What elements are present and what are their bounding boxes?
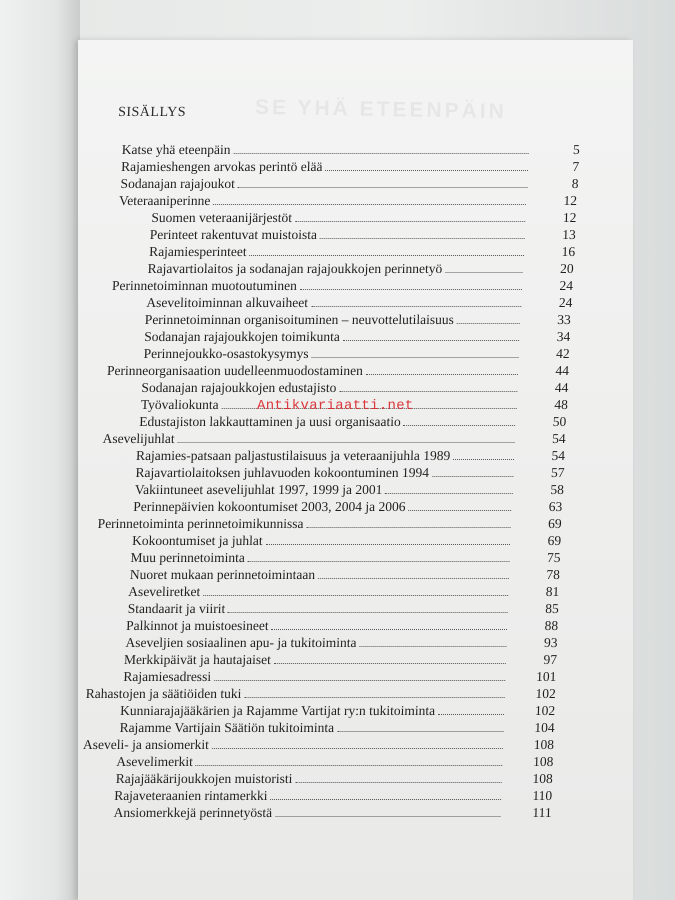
toc-page-number: 111 xyxy=(532,805,552,820)
toc-entry-label: Perinnetoiminta perinnetoimikunnissa xyxy=(97,516,304,531)
toc-entry-label: Rajavartiolaitos ja sodanajan rajajoukkojen perinnetyö xyxy=(147,261,443,276)
leader-dots xyxy=(271,618,507,630)
toc-page-number: 108 xyxy=(532,754,554,769)
toc-page-number: 101 xyxy=(535,669,557,684)
toc-entry-label: Vakiintuneet asevelijuhlat 1997, 1999 ja 2001 xyxy=(134,482,383,497)
toc-entry-label: Sodanajan rajajoukkojen edustajisto xyxy=(141,380,337,395)
toc-entry xyxy=(116,754,554,770)
leader-dots xyxy=(453,448,514,460)
toc-entry xyxy=(113,788,553,804)
leader-dots xyxy=(178,431,515,443)
toc-page-number: 88 xyxy=(544,618,559,633)
toc-entry-label: Standaarit ja viirit xyxy=(127,601,226,616)
toc-entry-label: Sodanajan rajajoukot xyxy=(120,176,236,191)
leader-dots xyxy=(244,686,505,698)
toc-entry xyxy=(128,584,560,600)
leader-dots xyxy=(295,210,526,222)
leader-dots xyxy=(265,533,510,545)
toc-page-number: 57 xyxy=(550,465,565,480)
toc-entry-label: Ansiomerkkejä perinnetyöstä xyxy=(113,805,273,820)
toc-page-number: 93 xyxy=(543,635,558,650)
toc-entry-label: Veteraaniperinne xyxy=(118,193,211,208)
toc-entry xyxy=(123,669,557,685)
toc-page-number: 16 xyxy=(561,244,576,259)
toc-entry-label: Katse yhä eteenpäin xyxy=(121,142,231,157)
toc-entry xyxy=(141,380,569,396)
leader-dots xyxy=(325,159,528,171)
toc-entry xyxy=(127,601,560,617)
toc-entry-label: Aseveli- ja ansiomerkit xyxy=(82,737,210,752)
toc-entry xyxy=(151,210,577,226)
toc-page-number: 12 xyxy=(562,210,577,225)
toc-entry-label: Edustajiston lakkauttaminen ja uusi organisaatio xyxy=(139,414,401,429)
leader-dots xyxy=(270,788,501,800)
toc-entry xyxy=(147,261,574,277)
toc-page-number: 110 xyxy=(532,788,553,803)
leader-dots xyxy=(404,414,516,426)
toc-page-number: 78 xyxy=(546,567,561,582)
toc-entry xyxy=(120,159,580,175)
toc-page-number: 58 xyxy=(550,482,565,497)
toc-entry-label: Työvaliokunta xyxy=(140,397,219,412)
toc-entry-label: Aseveliretket xyxy=(128,584,201,599)
toc-entry-label: Rajamiesperinteet xyxy=(148,244,247,259)
toc-entry-label: Rajavartiolaitoksen juhlavuoden kokoontuminen 1994 xyxy=(135,465,430,480)
toc-entry-label: Rajaveteraanien rintamerkki xyxy=(113,788,268,803)
toc-page-number: 50 xyxy=(552,414,567,429)
toc-entry xyxy=(119,703,556,719)
toc-entry-label: Perinnetoiminnan organisoituminen – neuvottelutilaisuus xyxy=(144,312,455,327)
toc-page-number: 24 xyxy=(558,295,573,310)
toc-entry xyxy=(131,533,562,549)
toc-page-number: 102 xyxy=(535,686,557,701)
toc-page-number: 75 xyxy=(546,550,561,565)
toc-page-number: 108 xyxy=(532,771,554,786)
leader-dots xyxy=(306,516,511,528)
toc-entry-label: Sodanajan rajajoukkojen toimikunta xyxy=(143,329,341,344)
toc-entry-label: Asevelijuhlat xyxy=(102,431,175,446)
toc-entry-label: Asevelimerkit xyxy=(116,754,194,769)
toc-page-number: 42 xyxy=(555,346,570,361)
toc-entry-label: Perinnetoiminnan muotoutuminen xyxy=(111,278,298,293)
toc-entry xyxy=(118,193,578,209)
toc-page-number: 5 xyxy=(572,142,581,157)
toc-entry xyxy=(97,516,562,532)
toc-entry xyxy=(144,312,572,328)
leader-dots xyxy=(337,720,504,732)
leader-dots xyxy=(274,652,506,664)
toc-entry xyxy=(111,278,574,294)
toc-entry-label: Perinteet rakentuvat muistoista xyxy=(149,227,318,242)
toc-page-number: 48 xyxy=(554,397,569,412)
leader-dots xyxy=(275,805,501,817)
toc-page-number: 12 xyxy=(563,193,578,208)
watermark: Antikvariaatti.net xyxy=(257,398,414,414)
leader-dots xyxy=(408,499,511,511)
toc-page-number: 97 xyxy=(543,652,558,667)
leader-dots xyxy=(228,601,508,613)
toc-entry xyxy=(106,363,570,379)
toc-entry xyxy=(135,465,565,481)
leader-dots xyxy=(385,482,513,494)
leader-dots xyxy=(457,312,520,324)
toc-page-number: 7 xyxy=(572,159,580,174)
leader-dots xyxy=(300,278,523,290)
toc-page-number: 44 xyxy=(554,380,569,395)
toc-page-number: 69 xyxy=(547,516,562,531)
leader-dots xyxy=(366,363,519,375)
toc-page-number: 44 xyxy=(555,363,570,378)
toc-entry-label: Asevelitoiminnan alkuvaiheet xyxy=(146,295,309,310)
toc-page-number: 54 xyxy=(551,431,566,446)
leader-dots xyxy=(196,754,503,766)
show-through-text: SE YHÄ ETEENPÄIN xyxy=(254,95,508,124)
leader-dots xyxy=(295,771,502,783)
leader-dots xyxy=(318,567,509,579)
toc-page-number: 13 xyxy=(562,227,577,242)
leader-dots xyxy=(320,227,525,239)
toc-entry xyxy=(102,431,566,447)
toc-entry xyxy=(139,414,567,430)
leader-dots xyxy=(343,329,520,341)
toc-page-number: 104 xyxy=(534,720,555,735)
toc-entry xyxy=(135,448,566,464)
leader-dots xyxy=(213,193,526,205)
toc-page-number: 63 xyxy=(548,499,563,514)
toc-page-number: 102 xyxy=(534,703,556,718)
toc-entry-label: Rajajääkärijoukkojen muistoristi xyxy=(115,771,293,786)
toc-entry-label: Kokoontumiset ja juhlat xyxy=(131,533,263,548)
leader-dots xyxy=(233,142,529,154)
toc-entry-label: Rajamies-patsaan paljastustilaisuus ja veteraanijuhla 1989 xyxy=(135,448,451,463)
toc-page-number: 69 xyxy=(547,533,562,548)
toc-entry-label: Rajamieshengen arvokas perintö elää xyxy=(120,159,323,174)
toc-entry xyxy=(146,295,573,311)
toc-entry-label: Perinneorganisaation uudelleenmuodostaminen xyxy=(106,363,364,378)
toc-entry xyxy=(149,227,577,243)
toc-entry xyxy=(123,652,558,668)
toc-page-number: 33 xyxy=(557,312,572,327)
leader-dots xyxy=(311,295,522,307)
toc-entry-label: Suomen veteraanijärjestöt xyxy=(151,210,293,225)
toc-page-number: 108 xyxy=(533,737,555,752)
leader-dots xyxy=(311,346,518,358)
toc-entry-label: Muu perinnetoiminta xyxy=(130,550,246,565)
toc-entry xyxy=(120,176,579,192)
leader-dots xyxy=(238,176,528,188)
toc-entry xyxy=(113,805,552,821)
toc-page-number: 24 xyxy=(559,278,574,293)
toc-entry xyxy=(148,244,576,260)
toc-entry-label: Perinnejoukko-osastokysymys xyxy=(143,346,309,361)
leader-dots xyxy=(250,244,525,256)
toc-entry xyxy=(121,142,581,158)
leader-dots xyxy=(438,703,504,715)
toc-page-number: 34 xyxy=(556,329,571,344)
toc-entry-label: Merkkipäivät ja hautajaiset xyxy=(123,652,272,667)
toc-page-number: 85 xyxy=(544,601,560,616)
toc-entry-label: Rajamme Vartijain Säätiön tukitoiminta xyxy=(119,720,335,735)
leader-dots xyxy=(445,261,523,273)
leader-dots xyxy=(432,465,514,477)
leader-dots xyxy=(214,669,506,681)
toc-entry xyxy=(85,686,557,702)
toc-entry xyxy=(134,482,565,498)
toc-entry xyxy=(119,720,555,736)
toc-entry xyxy=(130,550,561,566)
leader-dots xyxy=(248,550,510,562)
toc-entry-label: Rajamiesadressi xyxy=(123,669,212,684)
toc-entry-label: Aseveljien sosiaalinen apu- ja tukitoiminta xyxy=(125,635,357,650)
toc-entry xyxy=(125,635,558,651)
toc-entry-label: Nuoret mukaan perinnetoimintaan xyxy=(129,567,316,582)
toc-entry-label: Rahastojen ja säätiöiden tuki xyxy=(85,686,242,701)
toc-entry xyxy=(143,329,571,345)
toc-page-number: 81 xyxy=(545,584,560,599)
toc-entry xyxy=(125,618,559,634)
toc-page-number: 54 xyxy=(551,448,566,463)
toc-page-number: 8 xyxy=(571,176,579,191)
leader-dots xyxy=(212,737,503,749)
toc-entry-label: Palkinnot ja muistoesineet xyxy=(125,618,269,633)
leader-dots xyxy=(203,584,508,596)
toc-entry xyxy=(133,499,563,515)
toc-entry xyxy=(115,771,554,787)
toc-entry-label: Perinnepäivien kokoontumiset 2003, 2004 ja 2006 xyxy=(133,499,406,514)
toc-page-number: 20 xyxy=(559,261,574,276)
toc-heading: SISÄLLYS xyxy=(117,105,187,120)
toc-entry xyxy=(143,346,570,362)
toc-entry xyxy=(129,567,561,583)
toc-entry xyxy=(82,737,555,753)
leader-dots xyxy=(359,635,506,647)
leader-dots xyxy=(339,380,517,392)
toc-entry-label: Kunniarajajääkärien ja Rajamme Vartijat ry:n tukitoiminta xyxy=(119,703,436,718)
